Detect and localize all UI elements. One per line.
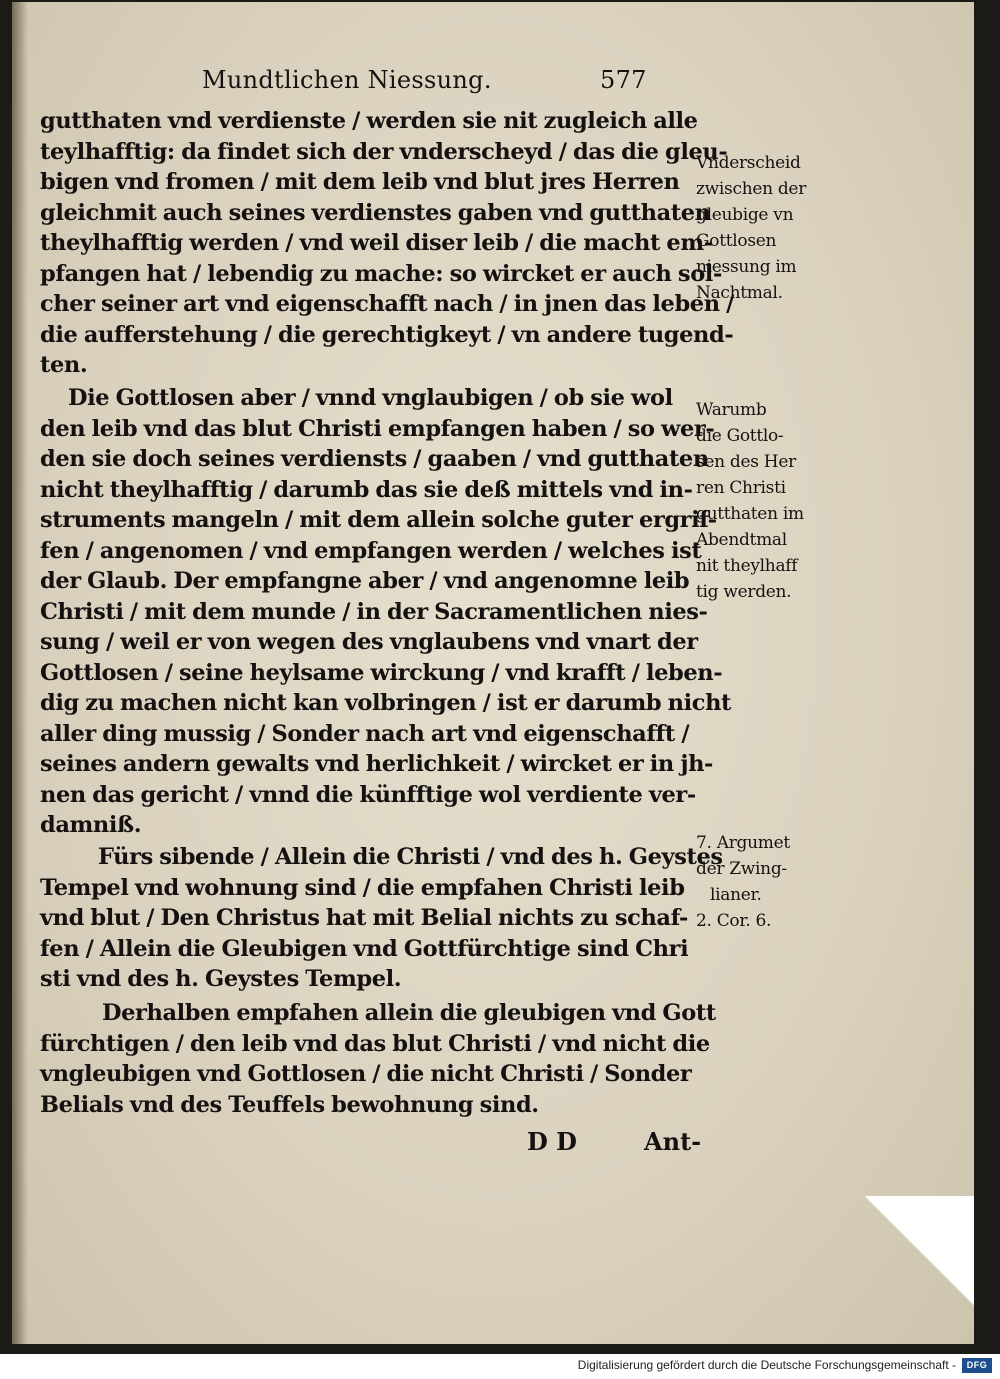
margin-line: sen des Her: [696, 452, 796, 472]
text-line: die aufferstehung / die gerechtigkeyt / vn andere tugend-: [40, 321, 734, 348]
dfg-logo: DFG: [962, 1358, 992, 1373]
text-line: Belials vnd des Teuffels bewohnung sind.: [40, 1091, 539, 1118]
text-line: teylhafftig: da findet sich der vnderscheyd / das die gleu-: [40, 138, 728, 165]
funding-credit: Digitalisierung gefördert durch die Deutsche Forschungsgemeinschaft -: [577, 1358, 956, 1372]
margin-line: gutthaten im: [696, 504, 804, 524]
text-line: der Glaub. Der empfangne aber / vnd angenomne leib: [40, 568, 690, 594]
text-line: gleichmit auch seines verdienstes gaben vnd gutthaten: [40, 199, 711, 226]
text-line: fen / Allein die Gleubigen vnd Gottfürchtige sind Chri: [40, 935, 689, 962]
text-line: theylhafftig werden / vnd weil diser leib / die macht em-: [40, 230, 713, 256]
text-line: den sie doch seines verdiensts / gaaben / vnd gutthaten: [40, 446, 709, 472]
margin-line: niessung im: [696, 257, 797, 277]
catchword: Ant-: [644, 1127, 702, 1156]
margin-line: Vnderscheid: [696, 153, 801, 173]
text-line: pfangen hat / lebendig zu mache: so wircket er auch sol-: [40, 260, 722, 287]
text-line: gutthaten vnd verdienste / werden sie nit zugleich alle: [40, 108, 698, 134]
text-line: damniß.: [40, 812, 142, 838]
margin-line: 7. Argumet: [696, 833, 790, 853]
text-line: ten.: [40, 352, 88, 378]
margin-line: Gottlosen: [696, 231, 777, 251]
text-line: seines andern gewalts vnd herlichkeit / wircket er in jh-: [40, 751, 713, 777]
text-line: vnd blut / Den Christus hat mit Belial nichts zu schaf-: [40, 905, 688, 931]
paragraph-start-line: Die Gottlosen aber / vnnd vnglaubigen / ob sie wol: [68, 385, 673, 411]
digitization-footer: [0, 1354, 1000, 1379]
text-line: sung / weil er von wegen des vnglaubens vnd vnart der: [40, 629, 698, 655]
text-line: sti vnd des h. Geystes Tempel.: [40, 966, 402, 992]
text-line: nen das gericht / vnnd die künfftige wol verdiente ver-: [40, 781, 696, 808]
text-line: nicht theylhafftig / darumb das sie deß mittels vnd in-: [40, 476, 693, 503]
margin-line: der Zwing-: [696, 859, 787, 879]
margin-line: die Gottlo-: [696, 426, 784, 446]
margin-line: Warumb: [696, 400, 767, 420]
paragraph-start-line: Derhalben empfahen allein die gleubigen vnd Gott: [102, 1000, 716, 1026]
text-line: cher seiner art vnd eigenschafft nach / in jnen das leben /: [40, 291, 734, 317]
gutter-shadow: [12, 2, 28, 1344]
margin-line: Abendtmal: [696, 530, 787, 550]
text-line: Gottlosen / seine heylsame wirckung / vnd krafft / leben-: [40, 659, 723, 686]
text-line: fen / angenomen / vnd empfangen werden / welches ist: [40, 537, 702, 564]
text-line: bigen vnd fromen / mit dem leib vnd blut jres Herren: [40, 169, 680, 195]
margin-line: nit theylhaff: [696, 556, 798, 576]
margin-line: tig werden.: [696, 582, 792, 602]
text-line: aller ding mussig / Sonder nach art vnd eigenschafft /: [40, 720, 690, 747]
margin-line: 2. Cor. 6.: [696, 911, 772, 931]
margin-line: ren Christi: [696, 478, 786, 498]
margin-line: gleubige vn: [696, 205, 794, 225]
text-line: fürchtigen / den leib vnd das blut Christi / vnd nicht die: [40, 1030, 710, 1057]
paragraph-start-line: Fürs sibende / Allein die Christi / vnd des h. Geystes: [98, 844, 723, 870]
margin-line: lianer.: [710, 885, 762, 905]
torn-corner: [848, 1196, 974, 1344]
book-page: [12, 2, 974, 1344]
text-line: vngleubigen vnd Gottlosen / die nicht Christi / Sonder: [40, 1061, 692, 1087]
text-line: struments mangeln / mit dem allein solche guter ergrif-: [40, 507, 717, 533]
text-line: den leib vnd das blut Christi empfangen haben / so wer-: [40, 415, 715, 442]
margin-line: Nachtmal.: [696, 283, 783, 303]
signature-mark: D D: [527, 1127, 577, 1156]
text-line: dig zu machen nicht kan volbringen / ist er darumb nicht: [40, 690, 732, 716]
margin-line: zwischen der: [696, 179, 807, 199]
text-line: Tempel vnd wohnung sind / die empfahen Christi leib: [40, 874, 685, 901]
page-number: 577: [600, 66, 647, 94]
running-title: Mundtlichen Niessung.: [202, 66, 492, 94]
text-line: Christi / mit dem munde / in der Sacramentlichen nies-: [40, 598, 708, 625]
